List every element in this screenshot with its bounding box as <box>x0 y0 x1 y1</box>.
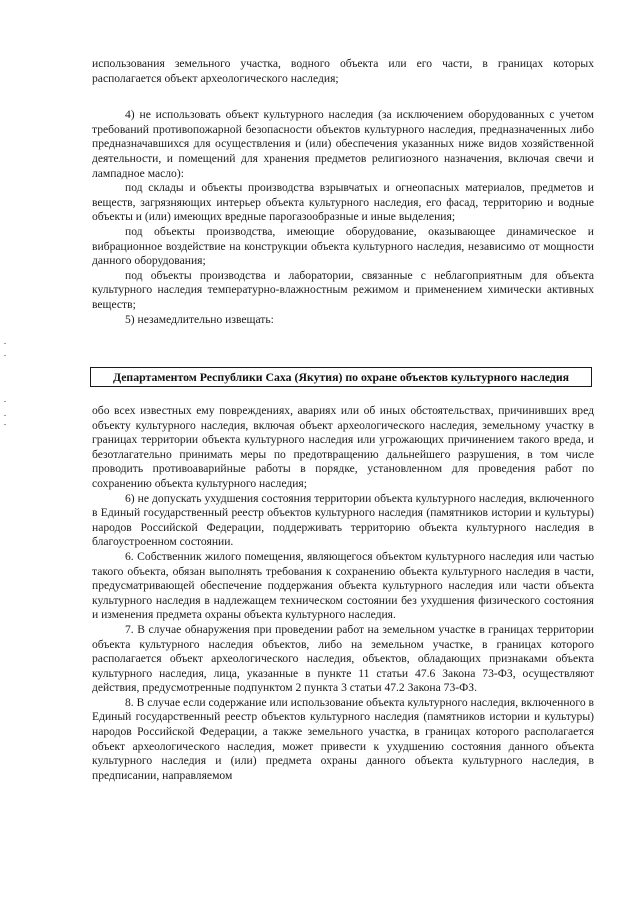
paragraph-item-5: 5) незамедлительно извещать: <box>125 312 274 326</box>
scan-mark <box>4 424 6 425</box>
text-block-top <box>92 57 594 327</box>
paragraph-damage-report: обо всех известных ему повреждениях, авариях или об иных обстоятельствах, причинивших вред объекту культурного наследия, включая объект археологического наследия, земельному участку в границах территории объекта культурного наследия или угрожающих причинением такого вреда, и безотлагательно принимать меры по предотвращению дальнейшего разрушения, в том числе проводить противоаварийные работы в порядке, установленном для проведения работ по сохранению объекта культурного наследия; <box>92 404 594 490</box>
paragraph-vibration: под объекты производства, имеющие оборудование, оказывающее динамическое и вибрационное воздействие на конструкции объекта культурного наследия, независимо от мощности данного оборудования; <box>92 224 594 268</box>
paragraph-laboratories: под объекты производства и лаборатории, связанные с неблагоприятным для объекта культурного наследия температурно-влажностным режимом и применением химически активных веществ; <box>92 268 594 311</box>
paragraph-item-6: 6) не допускать ухудшения состояния территории объекта культурного наследия, включенного в Единый государственный реестр объектов культурного наследия (памятников истории и культуры) народов Российской Федерации, поддерживать территорию объекта культурного наследия в благоустроенном состоянии. <box>92 491 594 549</box>
scan-mark <box>4 355 6 356</box>
paragraph-section-7: 7. В случае обнаружения при проведении работ на земельном участке в границах территории объекта культурного наследия объектов, либо на земельном участке, в границах которого располагается объект археологического наследия, объектов, обладающих признаками объекта культурного наследия, лица, указанные в пункте 11 статьи 47.6 Закона 73-ФЗ, осуществляют действия, предусмотренные подпунктом 2 пункта 3 статьи 47.2 Закона 73-ФЗ. <box>92 622 594 695</box>
scan-mark <box>4 401 6 402</box>
paragraph-section-8: 8. В случае если содержание или использование объекта культурного наследия, включенного в Единый государственный реестр объектов культурного наследия (памятников истории и культуры) народов Российской Федерации, а также земельного участка, в границах которого располагается объект археологического наследия, может привести к ухудшению состояния данного объекта культурного наследия и (или) предмета охраны данного объекта культурного наследия, в предписании, направляемом <box>92 695 594 782</box>
paragraph-item-4: 4) не использовать объект культурного наследия (за исключением оборудованных с учетом требований противопожарной безопасности объектов культурного наследия, предназначенных либо предназначавшихся для осуществления и (или) обеспечения указанных ниже видов хозяйственной деятельности, и помещений для хранения предметов религиозного назначения, включая свечи и лампадное масло): <box>92 108 594 180</box>
scan-mark <box>4 415 6 416</box>
scan-mark <box>4 343 6 344</box>
paragraph-land-use: использования земельного участка, водного объекта или его части, в границах которых располагается объект археологического наследия; <box>92 57 594 85</box>
scan-edge-marks <box>4 0 8 905</box>
paragraph-warehouses: под склады и объекты производства взрывчатых и огнеопасных материалов, предметов и веществ, загрязняющих интерьер объекта культурного наследия, его фасад, территорию и водные объекты и (или) имеющих вредные парогазообразные и иные выделения; <box>92 181 594 224</box>
paragraph-section-6: 6. Собственник жилого помещения, являющегося объектом культурного наследия или частью такого объекта, обязан выполнять требования к сохранению объекта культурного наследия в части, предусматривающей обеспечение поддержания объекта культурного наследия или части объекта культурного наследия в надлежащем техническом состоянии без ухудшения физического состояния и изменения предмета охраны объекта культурного наследия. <box>92 549 594 622</box>
authority-box: Департаментом Республики Саха (Якутия) по охране объектов культурного наследия <box>90 367 592 387</box>
text-block-bottom <box>92 404 594 783</box>
